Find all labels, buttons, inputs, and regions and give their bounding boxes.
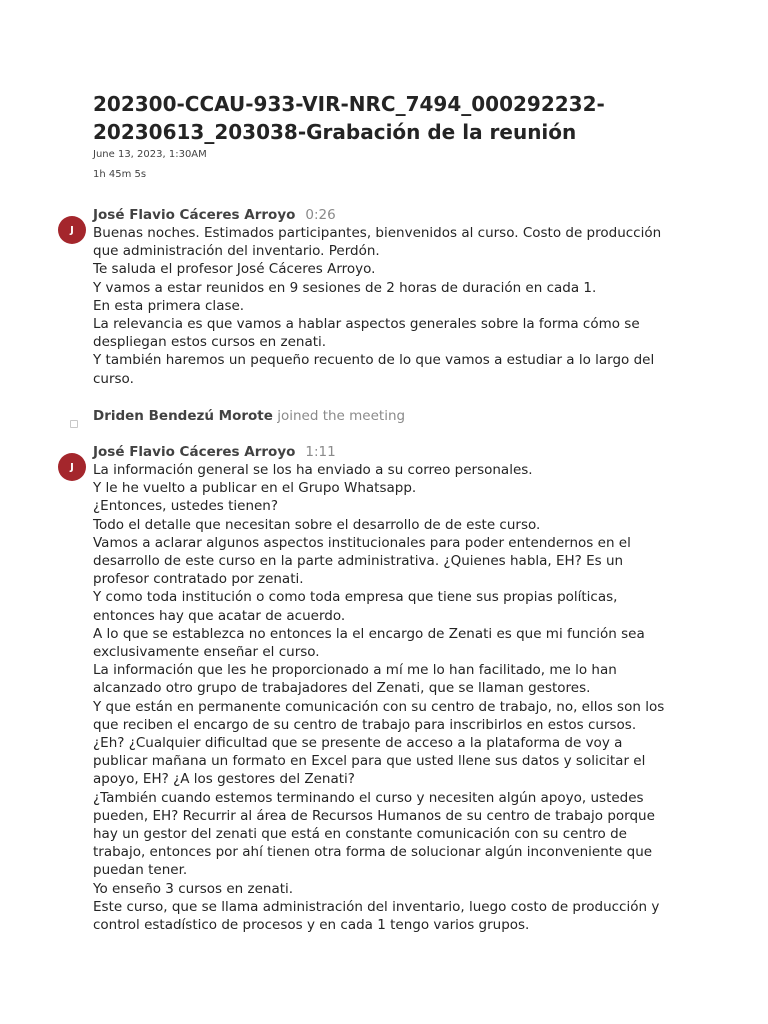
avatar: J — [58, 216, 86, 244]
join-event-text: joined the meeting — [277, 408, 406, 424]
meeting-duration: 1h 45m 5s — [93, 169, 147, 180]
speaker-name: José Flavio Cáceres Arroyo — [93, 444, 296, 460]
speaker-name: José Flavio Cáceres Arroyo — [93, 207, 296, 223]
joined-participant-name: Driden Bendezú Morote — [93, 408, 273, 424]
transcript-entry — [93, 206, 673, 388]
meeting-date: June 13, 2023, 1:30AM — [93, 149, 207, 160]
join-event — [93, 407, 405, 425]
timestamp[interactable]: 0:26 — [305, 207, 336, 223]
meeting-title: 202300-CCAU-933-VIR-NRC_7494_000292232- 20230613_203038-Grabación de la reunión — [93, 92, 605, 144]
avatar: J — [58, 453, 86, 481]
transcript-entry — [93, 443, 673, 934]
transcript-text: La información general se los ha enviado a su correo personales. Y le he vuelto a publicar en el Grupo Whatsapp. ¿Entonces, ustedes tienen? Todo el detalle que necesitan sobre el desarrollo de de este curso. Vamos a aclarar algunos aspectos institucionales para poder entendernos en el desarrollo de este curso en la parte administrativa. ¿Quienes habla, EH? Es un profesor contratado por zenati. Y como toda institución o como toda empresa que tiene sus propias políticas, entonces hay que acatar de acuerdo. A lo que se establezca no entonces la el encargo de Zenati es que mi función sea exclusivamente enseñar el curso. La información que les he proporcionado a mí me lo han facilitado, me lo han alcanzado otro grupo de trabajadores del Zenati, que se llaman gestores. Y que están en permanente comunicación con su centro de trabajo, no, ellos son los que reciben el encargo de su centro de trabajo para inscribirlos en estos cursos. ¿Eh? ¿Cualquier dificultad que se presente de acceso a la plataforma de voy a publicar mañana un formato en Excel para que usted llene sus datos y solicitar el apoyo, EH? ¿A los gestores del Zenati? ¿También cuando estemos terminando el curso y necesiten algún apoyo, ustedes pueden, EH? Recurrir al área de Recursos Humanos de su centro de trabajo porque hay un gestor del zenati que está en constante comunicación con su centro de trabajo, entonces por ahí tienen otra forma de solucionar algún inconveniente que puedan tener. Yo enseño 3 cursos en zenati. Este curso, que se llama administración del inventario, luego costo de producción y control estadístico de procesos y en cada 1 tengo varios grupos. — [93, 462, 665, 934]
timestamp[interactable]: 1:11 — [305, 444, 336, 460]
participant-join-icon — [70, 420, 78, 428]
transcript-text: Buenas noches. Estimados participantes, bienvenidos al curso. Costo de producción que administración del inventario. Perdón. Te saluda el profesor José Cáceres Arroyo. Y vamos a estar reunidos en 9 sesiones de 2 horas de duración en cada 1. En esta primera clase. La relevancia es que vamos a hablar aspectos generales sobre la forma cómo se despliegan estos cursos en zenati. Y también haremos un pequeño recuento de lo que vamos a estudiar a lo largo del curso. — [93, 225, 662, 387]
